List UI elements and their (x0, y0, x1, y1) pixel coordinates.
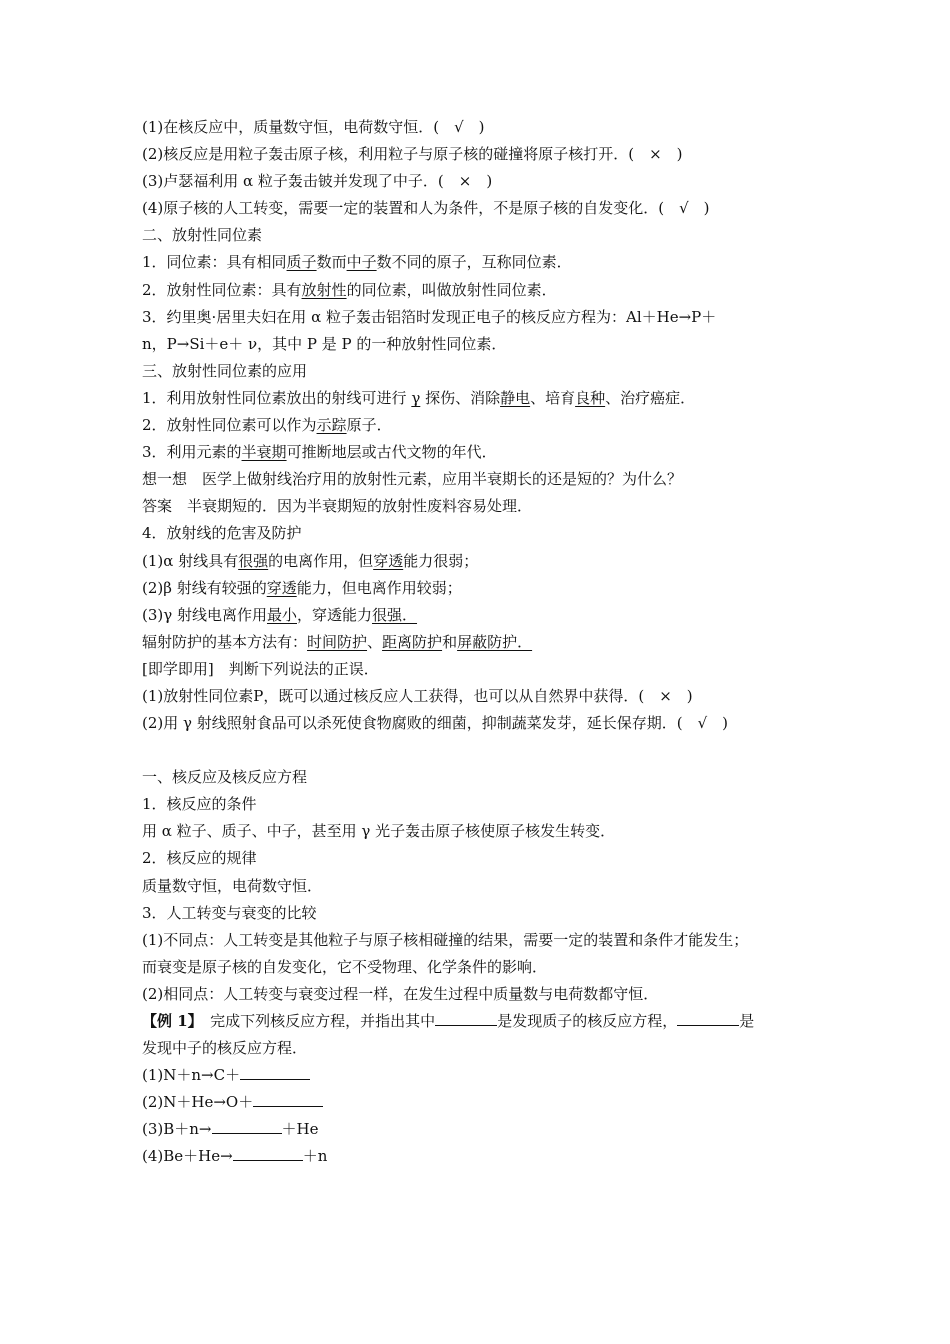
reaction-rules-text: 质量数守恒，电荷数守恒． (142, 876, 323, 895)
reaction-conditions-text: 用 α 粒子、质子、中子，甚至用 γ 光子轰击原子核使原子核发生转变． (142, 822, 616, 841)
application-tracer: 2．放射性同位素可以作为示踪原子． (142, 416, 392, 435)
application-half-life: 3．利用元素的半衰期可推断地层或古代文物的年代． (142, 443, 497, 462)
section-gap (142, 737, 822, 764)
judge-item-2: (2)核反应是用粒子轰击原子核，利用粒子与原子核的碰撞将原子核打开．( × ) (142, 145, 683, 164)
judge-item-4: (4)原子核的人工转变，需要一定的装置和人为条件，不是原子核的自发变化．( √ ) (142, 199, 710, 218)
judge-item-3: (3)卢瑟福利用 α 粒子轰击铍并发现了中子．( × ) (142, 172, 493, 191)
example-question-line-2: 发现中子的核反应方程． (142, 1039, 308, 1058)
comparison-difference-1: (1)不同点：人工转变是其他粒子与原子核相碰撞的结果，需要一定的装置和条件才能发生； (142, 930, 749, 949)
equation-1: (1)N＋n→C＋ (142, 1062, 822, 1089)
practice-heading: [即学即用] 判断下列说法的正误． (142, 659, 379, 678)
reaction-conditions-heading: 1．核反应的条件 (142, 795, 257, 814)
radiation-hazards-heading: 4．放射线的危害及防护 (142, 524, 302, 543)
comparison-difference-2: 而衰变是原子核的自发变化，它不受物理、化学条件的影响． (142, 957, 548, 976)
section-heading-applications: 三、放射性同位素的应用 (142, 361, 308, 380)
application-rays: 1．利用放射性同位素放出的射线可进行 γ 探伤、消除静电、培育良种、治疗癌症． (142, 388, 696, 407)
practice-item-1: (1)放射性同位素P，既可以通过核反应人工获得，也可以从自然界中获得．( × ) (142, 686, 693, 705)
radioactive-isotope-definition: 2．放射性同位素：具有放射性的同位素，叫做放射性同位素． (142, 280, 557, 299)
answer-blank[interactable] (240, 1065, 310, 1080)
answer-blank[interactable] (212, 1119, 282, 1134)
equation-4: (4)Be＋He→ ＋n (142, 1147, 328, 1166)
beta-ray-text: (2)β 射线有较强的穿透能力，但电离作用较弱； (142, 578, 462, 597)
gamma-ray-text: (3)γ 射线电离作用最小，穿透能力很强． (142, 605, 418, 624)
answer-blank[interactable] (677, 1011, 739, 1026)
practice-item-2: (2)用 γ 射线照射食品可以杀死使食物腐败的细菌，抑制蔬菜发芽，延长保存期．( √ ) (142, 714, 729, 733)
example-question-line-1: 【例 1】 完成下列核反应方程，并指出其中 是发现质子的核反应方程， 是 (142, 1012, 755, 1030)
alpha-ray-text: (1)α 射线具有很强的电离作用，但穿透能力很弱； (142, 551, 479, 570)
answer-blank[interactable] (233, 1146, 303, 1161)
reaction-rules-heading: 2．核反应的规律 (142, 849, 257, 868)
think-question: 想一想 医学上做射线治疗用的放射性元素，应用半衰期长的还是短的？为什么？ (142, 470, 683, 489)
document-page (142, 114, 822, 1171)
comparison-similarity: (2)相同点：人工转变与衰变过程一样，在发生过程中质量数与电荷数都守恒． (142, 984, 659, 1003)
judge-item-1: (1)在核反应中，质量数守恒，电荷数守恒．( √ ) (142, 118, 485, 136)
example-tag: 【例 1】 (142, 1012, 196, 1030)
equation-2: (2)N＋He→O＋ (142, 1089, 822, 1116)
answer-blank[interactable] (435, 1011, 497, 1026)
isotope-definition: 1．同位素：具有相同质子数而中子数不同的原子，互称同位素． (142, 253, 572, 272)
radiation-protection-text: 辐射防护的基本方法有：时间防护、距离防护和屏蔽防护． (142, 632, 533, 651)
answer-blank[interactable] (253, 1092, 323, 1107)
equation-3: (3)B＋n→ ＋He (142, 1120, 319, 1139)
think-answer: 答案 半衰期短的．因为半衰期短的放射性废料容易处理． (142, 497, 533, 516)
section-heading-isotopes: 二、放射性同位素 (142, 226, 263, 245)
curie-reaction-line-1: 3．约里奥·居里夫妇在用 α 粒子轰击铝箔时发现正电子的核反应方程为：Al＋He→P＋ (142, 307, 717, 326)
comparison-heading: 3．人工转变与衰变的比较 (142, 903, 317, 922)
curie-reaction-line-2: n，P→Si＋e＋ ν，其中 P 是 P 的一种放射性同位素． (142, 334, 507, 353)
section-heading-nuclear-reaction: 一、核反应及核反应方程 (142, 768, 308, 787)
